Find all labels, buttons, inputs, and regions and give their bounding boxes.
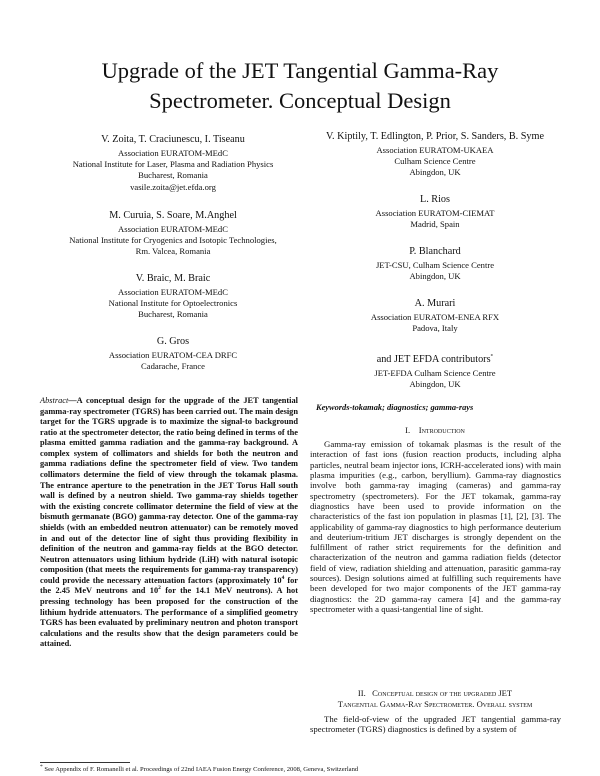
affiliation-line: JET-EFDA Culham Science Centre bbox=[374, 368, 496, 378]
abstract bbox=[40, 396, 298, 650]
intro-paragraph: Gamma-ray emission of tokamak plasmas is the result of the interaction of fast ions (fusion reaction products, including alpha particles, neutral beam injector ions, ICRH-accelerated ions) with main plasma impurities (e.g., carbon, beryllium). Gamma-ray diagnostics involve both gamma-ray imaging (cameras) and gamma-ray spectrometry (spectrometers). For the JET tokamak, gamma-ray diagnostics have been used to provide information on the characteristics of the fast ion population in plasmas [1], [2], [3]. The applicability of gamma-ray diagnostics to high performance deuterium and deuterium-tritium JET discharges is strongly dependent on the fulfillment of rather strict requirements for the definition and characterization of the neutron and gamma radiation fields (detector field of view, radiation shielding and attenuation, parasitic gamma-ray sources). Design solutions aimed at fulfilling such requirements have been developed for two major components of the JET gamma-ray diagnostics: the 2D gamma-ray camera [4] and the gamma-ray spectrometer with a quasi-tangential line of sight. bbox=[310, 439, 561, 614]
affiliation-block bbox=[40, 335, 306, 372]
title-line-2: Spectrometer. Conceptual Design bbox=[149, 88, 451, 113]
affiliation-line: Association EURATOM-CIEMAT bbox=[375, 208, 495, 218]
section-title-line-1: Conceptual design of the upgraded JET bbox=[372, 688, 513, 698]
section-heading-intro bbox=[310, 425, 560, 436]
section-title-line-2: Tangential Gamma-Ray Spectrometer. Overall system bbox=[337, 699, 533, 709]
author-names: L. Rios bbox=[419, 194, 450, 205]
affiliation-line: Abingdon, UK bbox=[409, 167, 461, 178]
author-names: A. Murari bbox=[414, 298, 456, 309]
abstract-label: Abstract bbox=[40, 396, 69, 405]
abstract-text: for the 14.1 MeV neutrons). A hot pressing technology has been proposed for the construction of the lithium hydride attenuators. The performance of a simplified geometry TGRS has been evaluated by preliminary neutron and photon transport calculations and the results show that the design parameters could be attained. bbox=[40, 586, 299, 649]
section-number: I. bbox=[405, 425, 411, 435]
footnote-rule bbox=[40, 762, 130, 763]
author-names: M. Curuia, S. Soare, M.Anghel bbox=[109, 210, 237, 221]
design-paragraph: The field-of-view of the upgraded JET tangential gamma-ray spectrometer (TGRS) diagnostics is defined by a system of bbox=[310, 714, 561, 735]
author-names: V. Braic, M. Braic bbox=[135, 273, 211, 284]
keywords-label: Keywords- bbox=[316, 403, 353, 412]
affiliation-block bbox=[40, 209, 306, 258]
affiliation-line: Cadarache, France bbox=[141, 361, 205, 372]
abstract-exponent: 4 bbox=[281, 575, 285, 582]
affiliation-line: Abingdon, UK bbox=[409, 271, 461, 282]
affiliation-block bbox=[310, 353, 560, 390]
affiliation-line: National Institute for Laser, Plasma and Radiation Physics bbox=[72, 159, 274, 170]
affiliation-line: Bucharest, Romania bbox=[138, 309, 208, 320]
affiliation-line: Abingdon, UK bbox=[409, 379, 461, 390]
affiliation-line: Rm. Valcea, Romania bbox=[135, 246, 211, 257]
design-body bbox=[310, 714, 561, 735]
author-names: V. Zoita, T. Craciunescu, I. Tiseanu bbox=[101, 134, 245, 145]
title-line-1: Upgrade of the JET Tangential Gamma-Ray bbox=[101, 58, 499, 83]
keywords bbox=[316, 403, 473, 412]
affiliation-block bbox=[310, 130, 560, 179]
affiliation-line: Association EURATOM-MEdC bbox=[118, 148, 228, 158]
affiliation-line: Madrid, Spain bbox=[410, 219, 460, 230]
author-names bbox=[310, 353, 560, 366]
intro-body bbox=[310, 439, 561, 614]
affiliation-line: Bucharest, Romania bbox=[138, 170, 208, 181]
affiliation-line: Association EURATOM-MEdC bbox=[118, 224, 228, 234]
affiliation-line: Padova, Italy bbox=[412, 323, 458, 334]
affiliation-line: Association EURATOM-CEA DRFC bbox=[108, 350, 238, 360]
paper-title bbox=[40, 56, 560, 116]
affiliation-block bbox=[310, 245, 560, 282]
affiliation-line: Association EURATOM-ENEA RFX bbox=[370, 312, 500, 322]
affiliation-line: National Institute for Optoelectronics bbox=[108, 298, 238, 309]
abstract-text: for the 2.45 MeV neutrons and 10 bbox=[40, 575, 298, 596]
abstract-text: A conceptual design for the upgrade of the JET tangential gamma-ray spectrometer (TGRS) has been carried out. The main design target for the TGRS upgrade is to maximize the signal-to background ratio at the spectrometer detector, the ratio being defined in terms of the plasma emitted gamma radiation and the gamma-ray background. A complex system of collimators and shields for both the neutron and gamma radiations define the spectrometer field of view. Two tandem collimators determine the field of view through the tokamak plasma. The entrance aperture to the penetration in the JET Torus Hall south wall is defined by a neutron shield. Two gamma-ray shields together with the existing concrete collimator determine the field of view at the bismuth germanate (BGO) gamma-ray detector. One of the gamma-ray shields (with an embedded neutron attenuator) can be remotely moved in and out of the detector line of sight thus providing flexibility in definition of the neutron and gamma-ray fields at the BGO detector. Neutron attenuators using lithium hydride (LiH) with natural isotopic composition (that meets the requirements for gamma-ray transparency) could provide the necessary attenuation factors (approximately 10 bbox=[40, 396, 298, 585]
affiliation-block bbox=[310, 297, 560, 334]
footnote-text: See Appendix of F. Romanelli et al. Proceedings of 22nd IAEA Fusion Energy Conference, 2008, Geneva, Switzerland bbox=[44, 766, 359, 773]
footnote-marker: * bbox=[490, 353, 494, 360]
affiliation-line: National Institute for Cryogenics and Isotopic Technologies, bbox=[69, 235, 277, 246]
author-email: vasile.zoita@jet.efda.org bbox=[130, 181, 216, 192]
abstract-exponent: 2 bbox=[158, 585, 161, 592]
affiliation-line: Culham Science Centre bbox=[394, 156, 476, 167]
affiliation-line: Association EURATOM-UKAEA bbox=[376, 145, 494, 155]
section-heading-design bbox=[310, 688, 560, 710]
affiliation-block bbox=[40, 133, 306, 193]
author-names: P. Blanchard bbox=[409, 246, 461, 257]
affiliation-line: JET-CSU, Culham Science Centre bbox=[375, 260, 495, 270]
section-number: II. bbox=[357, 688, 366, 698]
abstract-dash: — bbox=[68, 396, 77, 405]
author-names: G. Gros bbox=[156, 336, 190, 347]
contributors-text: and JET EFDA contributors bbox=[376, 354, 491, 365]
footnote-mark: * bbox=[40, 763, 43, 770]
affiliation-block bbox=[40, 272, 306, 321]
footnote bbox=[40, 763, 359, 773]
affiliation-line: Association EURATOM-MEdC bbox=[118, 287, 228, 297]
section-title: Introduction bbox=[418, 425, 465, 435]
author-names: V. Kiptily, T. Edlington, P. Prior, S. Sanders, B. Syme bbox=[326, 131, 544, 142]
keywords-text: tokamak; diagnostics; gamma-rays bbox=[352, 403, 474, 412]
affiliation-block bbox=[310, 193, 560, 230]
